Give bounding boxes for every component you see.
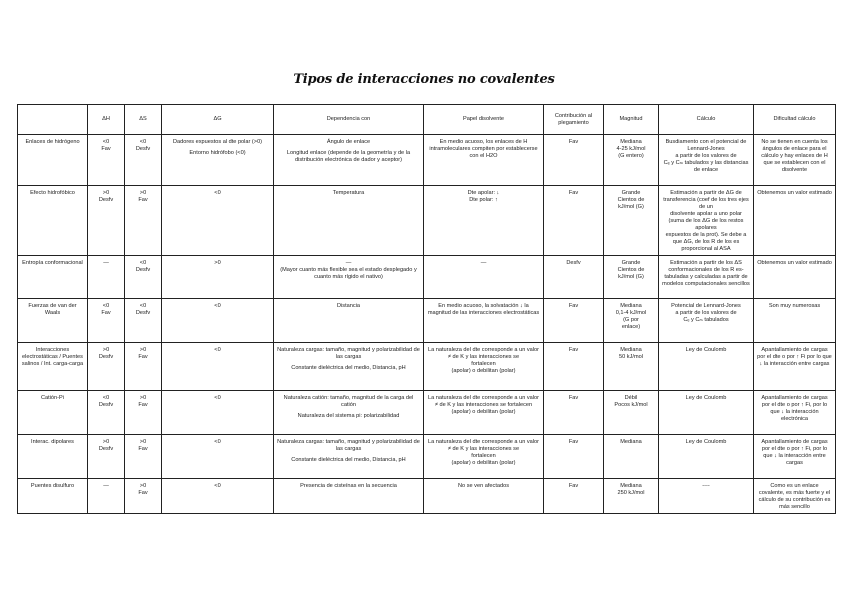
cell-text: disolvente apolar a uno polar (suma de los ΔG de los restos apolares xyxy=(668,211,744,231)
cell-text: — xyxy=(345,260,352,266)
cell-text: Desfv xyxy=(135,267,151,273)
cell-text: Naturaleza del sistema pi: polarizabilidad xyxy=(297,413,400,419)
cell-text: Mediana xyxy=(620,303,642,309)
header-cell: ΔG xyxy=(162,105,274,135)
cell-text: fortalecen xyxy=(471,453,496,459)
cell-text: Potencial de Lennard-Jones xyxy=(671,303,741,309)
header-cell: Magnitud xyxy=(604,105,659,135)
folding-contribution-cell xyxy=(544,435,604,479)
calculation-cell xyxy=(659,435,754,479)
cell-text: Interac. dipolares xyxy=(31,439,74,445)
header-cell: Cálculo xyxy=(659,105,754,135)
table-row xyxy=(18,343,836,391)
cell-text: <0 xyxy=(214,483,221,489)
delta-h-cell xyxy=(88,479,125,514)
magnitude-cell xyxy=(604,479,659,514)
cell-text: Obtenemos un valor estimado xyxy=(757,190,832,196)
cell-text: Interacciones electrostáticas / Puentes salinos / Int. carga-carga xyxy=(21,347,84,367)
cell-text: Pocos kJ/mol xyxy=(614,402,648,408)
cell-text: Efecto hidrofóbico xyxy=(30,190,75,196)
solvent-role-cell xyxy=(424,343,544,391)
delta-g-cell xyxy=(162,135,274,186)
cell-text: Desfv xyxy=(98,446,114,452)
cell-text: La naturaleza del dte corresponde a un valor ≠ de K y las interacciones se fortalecen (apolar) o debilitan (polar) xyxy=(427,395,540,415)
folding-contribution-cell xyxy=(544,479,604,514)
cell-text: Puentes disulfuro xyxy=(30,483,75,489)
cell-text: <0 xyxy=(214,395,221,401)
delta-s-cell xyxy=(125,391,162,435)
header-cell: Dificultad cálculo xyxy=(754,105,836,135)
cell-text: kJ/mol (G) xyxy=(618,204,644,210)
solvent-role-cell xyxy=(424,479,544,514)
cell-text: Desfv xyxy=(135,310,151,316)
cell-text: Distancia xyxy=(336,303,360,309)
cell-text: Presencia de cisteínas en la secuencia xyxy=(300,483,397,489)
dependence-cell xyxy=(274,391,424,435)
cell-text: 4-25 kJ/mol xyxy=(616,146,646,152)
cell-text: <0 xyxy=(139,303,147,309)
cell-text: Son muy numerosas xyxy=(768,303,821,309)
cell-text: <0 xyxy=(102,303,110,309)
cell-text: No se tienen en cuenta los ángulos de enlace para el cálculo y hay enlaces de H que se establecen con el disolvente xyxy=(761,139,828,173)
page-title: Tipos de interacciones no covalentes xyxy=(293,72,555,87)
dependence-cell xyxy=(274,479,424,514)
folding-contribution-cell xyxy=(544,256,604,299)
delta-g-cell xyxy=(162,256,274,299)
calculation-cell xyxy=(659,135,754,186)
dependence-cell xyxy=(274,343,424,391)
delta-s-cell xyxy=(125,186,162,256)
cell-text: <0 xyxy=(214,347,221,353)
magnitude-cell xyxy=(604,299,659,343)
dependence-cell xyxy=(274,299,424,343)
cell-text: Fav xyxy=(138,402,148,408)
calculation-cell xyxy=(659,391,754,435)
folding-contribution-cell xyxy=(544,343,604,391)
cell-text: Estimación a partir de ΔG de transferencia (coef de los tres ejes de un xyxy=(663,190,749,210)
cell-text: Fav xyxy=(568,347,579,353)
magnitude-cell xyxy=(604,186,659,256)
cell-text: Fav xyxy=(568,395,579,401)
cell-text: >0 xyxy=(102,190,110,196)
cell-text: Fav xyxy=(138,197,148,203)
cell-text: Fuerzas de van der Waals xyxy=(28,303,77,316)
cell-text: >0 xyxy=(139,347,147,353)
solvent-role-cell xyxy=(424,435,544,479)
cell-text: Desfv xyxy=(566,260,581,266)
cell-text: Como es un enlace covalente, es más fuerte y el cálculo de su contribución es más sencillo xyxy=(758,483,831,510)
cell-text: <0 xyxy=(139,139,147,145)
solvent-role-cell xyxy=(424,186,544,256)
cell-text: Mediana xyxy=(620,347,642,353)
cell-text: fortalecen xyxy=(471,361,496,367)
solvent-role-cell xyxy=(424,299,544,343)
interaction-name-cell xyxy=(18,343,88,391)
delta-h-cell xyxy=(88,186,125,256)
cell-text: enlace) xyxy=(621,324,641,330)
cell-text: >0 xyxy=(214,260,221,266)
calculation-cell xyxy=(659,479,754,514)
magnitude-cell xyxy=(604,135,659,186)
cell-text: Débil xyxy=(624,395,638,401)
interaction-name-cell xyxy=(18,435,88,479)
cell-text: Naturaleza catión: tamaño, magnitud de la carga del catión xyxy=(283,395,414,408)
difficulty-cell xyxy=(754,299,836,343)
cell-text: Entorno hidrófobo (<0) xyxy=(189,150,246,156)
cell-text: — xyxy=(103,260,109,266)
cell-text: Grande xyxy=(621,190,641,196)
cell-text: proporcional al ASA xyxy=(681,246,731,252)
interaction-name-cell xyxy=(18,135,88,186)
cell-text: <0 xyxy=(214,303,221,309)
header-cell: Contribución al plegamiento xyxy=(544,105,604,135)
delta-g-cell xyxy=(162,299,274,343)
cell-text: Apantallamiento de cargas por el dte o por ↑ Fi por lo que ↓ la interacción entre cargas xyxy=(757,347,832,367)
difficulty-cell xyxy=(754,391,836,435)
delta-g-cell xyxy=(162,435,274,479)
header-row xyxy=(18,105,836,135)
cell-text: Dte polar: ↑ xyxy=(469,197,498,203)
table-row xyxy=(18,135,836,186)
cell-text: Fav xyxy=(568,190,579,196)
cell-text: Fav xyxy=(568,483,579,489)
calculation-cell xyxy=(659,343,754,391)
delta-h-cell xyxy=(88,435,125,479)
cell-text: Cₑ y Cₘ tabulados xyxy=(683,317,729,323)
cell-text: Desfv xyxy=(98,197,114,203)
cell-text: Catión-Pi xyxy=(40,395,64,401)
cell-text: Ley de Coulomb xyxy=(685,439,727,445)
cell-text: Mediana xyxy=(620,483,642,489)
header-cell: ΔS xyxy=(125,105,162,135)
cell-text: ---- xyxy=(702,483,710,489)
cell-text: Naturaleza cargas: tamaño, magnitud y polarizabilidad de las cargas xyxy=(277,347,420,360)
cell-text: >0 xyxy=(102,347,110,353)
cell-text: Entropía conformacional xyxy=(22,260,83,266)
cell-text: (apolar) o debilitan (polar) xyxy=(451,368,516,374)
cell-text: <0 xyxy=(102,395,110,401)
cell-text: Cientos de xyxy=(617,267,645,273)
table-row xyxy=(18,479,836,514)
interaction-name-cell xyxy=(18,299,88,343)
calculation-cell xyxy=(659,256,754,299)
cell-text: En medio acuoso, los enlaces de H intramoleculares compiten por establecerse con el H2O xyxy=(429,139,538,159)
magnitude-cell xyxy=(604,343,659,391)
cell-text: Mediana xyxy=(620,439,642,445)
cell-text: — xyxy=(480,260,487,266)
interaction-name-cell xyxy=(18,479,88,514)
difficulty-cell xyxy=(754,186,836,256)
delta-s-cell xyxy=(125,479,162,514)
cell-text: Longitud enlace (depende de la geometría y de la distribución electrónica de dador y aceptor) xyxy=(286,150,411,163)
folding-contribution-cell xyxy=(544,299,604,343)
header-cell xyxy=(18,105,88,135)
cell-text: <0 xyxy=(139,260,147,266)
solvent-role-cell xyxy=(424,135,544,186)
cell-text: Cientos de xyxy=(617,197,645,203)
cell-text: Desfv xyxy=(135,146,151,152)
cell-text: (Mayor cuanto más flexible sea el estado desplegado y cuanto más rígido el nativo) xyxy=(280,267,417,280)
header-cell: Dependencia con xyxy=(274,105,424,135)
delta-g-cell xyxy=(162,479,274,514)
cell-text: >0 xyxy=(139,439,147,445)
cell-text: En medio acuoso, la solvatación ↓ la magnitud de las interacciones electrostáticas xyxy=(427,303,540,316)
cell-text: Fav xyxy=(138,446,148,452)
table-row xyxy=(18,435,836,479)
table-row xyxy=(18,299,836,343)
folding-contribution-cell xyxy=(544,186,604,256)
difficulty-cell xyxy=(754,135,836,186)
cell-text: Busdiamento con el potencial de Lennard-Jones xyxy=(665,139,747,152)
calculation-cell xyxy=(659,186,754,256)
cell-text: Fav xyxy=(101,146,111,152)
cell-text: Naturaleza cargas: tamaño, magnitud y polarizabilidad de las cargas xyxy=(277,439,420,452)
header-cell: Papel disolvente xyxy=(424,105,544,135)
delta-h-cell xyxy=(88,343,125,391)
magnitude-cell xyxy=(604,435,659,479)
cell-text: Desfv xyxy=(98,354,114,360)
cell-text: >0 xyxy=(139,483,147,489)
table-row xyxy=(18,256,836,299)
cell-text: La naturaleza del dte corresponde a un valor ≠ de K y las interacciones se xyxy=(427,439,540,452)
solvent-role-cell xyxy=(424,256,544,299)
cell-text: Fav xyxy=(138,490,148,496)
cell-text: (G por xyxy=(623,317,639,323)
cell-text: Grande xyxy=(621,260,641,266)
cell-text: Constante dieléctrica del medio, Distancia, pH xyxy=(291,365,406,371)
cell-text: (apolar) o debilitan (polar) xyxy=(451,460,516,466)
cell-text: 50 kJ/mol xyxy=(619,354,643,360)
cell-text: Dadores expuestos al dte polar (>0) xyxy=(172,139,263,145)
cell-text: Fav xyxy=(101,310,111,316)
cell-text: Obtenemos un valor estimado xyxy=(757,260,832,266)
dependence-cell xyxy=(274,256,424,299)
cell-text: La naturaleza del dte corresponde a un valor ≠ de K y las interacciones se xyxy=(427,347,540,360)
interactions-table xyxy=(17,104,836,514)
cell-text: Cₑ y Cₘ tabulados y las distancias de enlace xyxy=(663,160,749,173)
cell-text: Ángulo de enlace xyxy=(326,139,371,145)
difficulty-cell xyxy=(754,435,836,479)
cell-text: (G entero) xyxy=(618,153,644,159)
cell-text: >0 xyxy=(139,395,147,401)
cell-text: 250 kJ/mol xyxy=(617,490,645,496)
delta-g-cell xyxy=(162,391,274,435)
cell-text: Fav xyxy=(568,139,579,145)
delta-s-cell xyxy=(125,343,162,391)
delta-s-cell xyxy=(125,435,162,479)
cell-text: Desfv xyxy=(98,402,114,408)
cell-text: Ley de Coulomb xyxy=(685,347,727,353)
cell-text: <0 xyxy=(102,139,110,145)
magnitude-cell xyxy=(604,256,659,299)
cell-text: Fav xyxy=(138,354,148,360)
folding-contribution-cell xyxy=(544,135,604,186)
delta-h-cell xyxy=(88,256,125,299)
cell-text: tabuladas y calculadas a partir de xyxy=(664,274,748,280)
difficulty-cell xyxy=(754,256,836,299)
cell-text: >0 xyxy=(102,439,110,445)
table-row xyxy=(18,391,836,435)
delta-h-cell xyxy=(88,299,125,343)
cell-text: Estimación a partir de los ΔS conformacionales de los R es- xyxy=(668,260,744,273)
delta-g-cell xyxy=(162,186,274,256)
cell-text: <0 xyxy=(214,190,221,196)
cell-text: Temperatura xyxy=(332,190,365,196)
cell-text: Enlaces de hidrógeno xyxy=(25,139,80,145)
cell-text: kJ/mol (G) xyxy=(618,274,644,280)
delta-s-cell xyxy=(125,299,162,343)
cell-text: a partir de los valores de xyxy=(675,310,737,316)
cell-text: 0,1-4 kJ/mol xyxy=(615,310,647,316)
delta-h-cell xyxy=(88,135,125,186)
cell-text: Fav xyxy=(568,303,579,309)
cell-text: Ley de Coulomb xyxy=(685,395,727,401)
dependence-cell xyxy=(274,135,424,186)
cell-text: modelos computacionales sencillos xyxy=(662,281,750,287)
magnitude-cell xyxy=(604,391,659,435)
header-cell: ΔH xyxy=(88,105,125,135)
cell-text: Constante dieléctrica del medio, Distancia, pH xyxy=(291,457,406,463)
cell-text: <0 xyxy=(214,439,221,445)
cell-text: >0 xyxy=(139,190,147,196)
table-row xyxy=(18,186,836,256)
cell-text: expuestos de la prot). Se debe a que ΔG, de los R de los es xyxy=(665,232,747,245)
solvent-role-cell xyxy=(424,391,544,435)
cell-text: Fav xyxy=(568,439,579,445)
dependence-cell xyxy=(274,186,424,256)
delta-g-cell xyxy=(162,343,274,391)
difficulty-cell xyxy=(754,343,836,391)
cell-text: Apantallamiento de cargas por el dte o por ↑ Fi, por lo que ↓ la interacción electrónica xyxy=(761,395,828,422)
cell-text: Dte apolar: ↓ xyxy=(467,190,500,196)
dependence-cell xyxy=(274,435,424,479)
cell-text: a partir de los valores de xyxy=(675,153,737,159)
interaction-name-cell xyxy=(18,186,88,256)
calculation-cell xyxy=(659,299,754,343)
interaction-name-cell xyxy=(18,391,88,435)
difficulty-cell xyxy=(754,479,836,514)
folding-contribution-cell xyxy=(544,391,604,435)
cell-text: No se ven afectados xyxy=(458,483,509,489)
delta-s-cell xyxy=(125,135,162,186)
cell-text: Apantallamiento de cargas por el dte o por ↑ Fi, por lo que ↓ la interacción entre cargas xyxy=(761,439,828,466)
cell-text: — xyxy=(103,483,109,489)
delta-h-cell xyxy=(88,391,125,435)
delta-s-cell xyxy=(125,256,162,299)
interaction-name-cell xyxy=(18,256,88,299)
cell-text: Mediana xyxy=(620,139,642,145)
